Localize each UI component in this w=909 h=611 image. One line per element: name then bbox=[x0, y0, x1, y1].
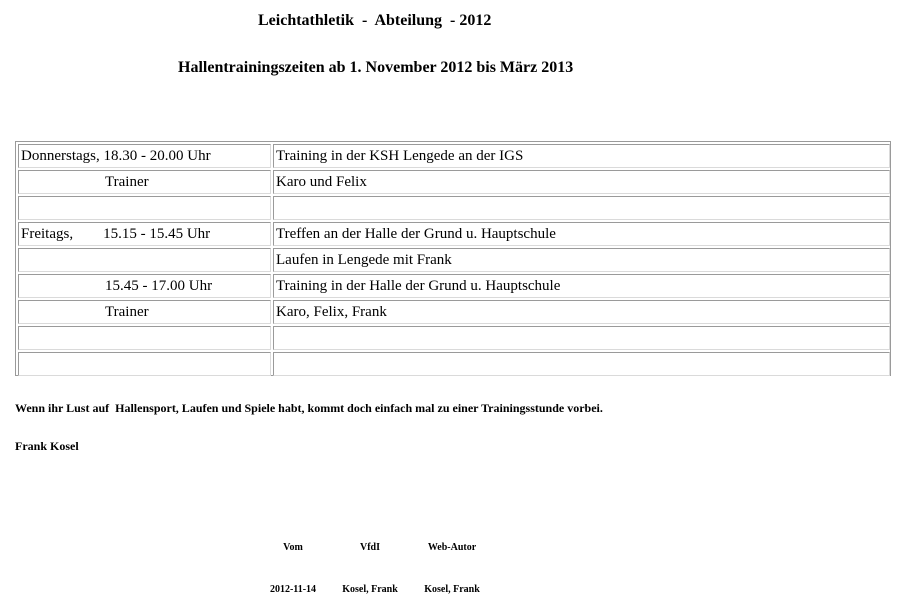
time-cell: Donnerstags, 18.30 - 20.00 Uhr bbox=[18, 144, 271, 168]
activity-cell: Karo und Felix bbox=[273, 170, 890, 194]
time-cell: Trainer bbox=[18, 300, 271, 324]
time-cell bbox=[18, 326, 271, 350]
time-cell bbox=[18, 196, 271, 220]
page-subtitle: Hallentrainingszeiten ab 1. November 2012 bis März 2013 bbox=[178, 59, 574, 76]
activity-cell: Treffen an der Halle der Grund u. Hauptschule bbox=[273, 222, 890, 246]
activity-cell bbox=[273, 352, 890, 376]
activity-cell bbox=[273, 326, 890, 350]
footer-webautor-label: Web-Autor bbox=[427, 542, 477, 553]
activity-cell: Training in der Halle der Grund u. Hauptschule bbox=[273, 274, 890, 298]
time-cell: 15.45 - 17.00 Uhr bbox=[18, 274, 271, 298]
activity-cell: Training in der KSH Lengede an der IGS bbox=[273, 144, 890, 168]
time-cell: Trainer bbox=[18, 170, 271, 194]
author-name: Frank Kosel bbox=[15, 439, 79, 453]
time-cell bbox=[18, 248, 271, 272]
page-title: Leichtathletik - Abteilung - 2012 bbox=[258, 12, 492, 29]
activity-cell: Laufen in Lengede mit Frank bbox=[273, 248, 890, 272]
footer-webautor-value: Kosel, Frank bbox=[424, 584, 480, 595]
footer-date-label: Vom bbox=[283, 542, 303, 553]
footer-vfdi-label: VfdI bbox=[359, 542, 380, 553]
footer-date bbox=[262, 513, 324, 611]
footer-date-value: 2012-11-14 bbox=[269, 584, 317, 595]
invitation-text: Wenn ihr Lust auf Hallensport, Laufen und Spiele habt, kommt doch einfach mal zu einer Trainingsstunde vorbei. bbox=[15, 401, 603, 415]
footer-vfdi bbox=[336, 513, 404, 611]
footer-webautor bbox=[418, 513, 486, 611]
footer-vfdi-value: Kosel, Frank bbox=[342, 584, 398, 595]
schedule-table bbox=[15, 141, 891, 376]
activity-cell: Karo, Felix, Frank bbox=[273, 300, 890, 324]
time-cell bbox=[18, 352, 271, 376]
time-cell: Freitags, 15.15 - 15.45 Uhr bbox=[18, 222, 271, 246]
activity-cell bbox=[273, 196, 890, 220]
